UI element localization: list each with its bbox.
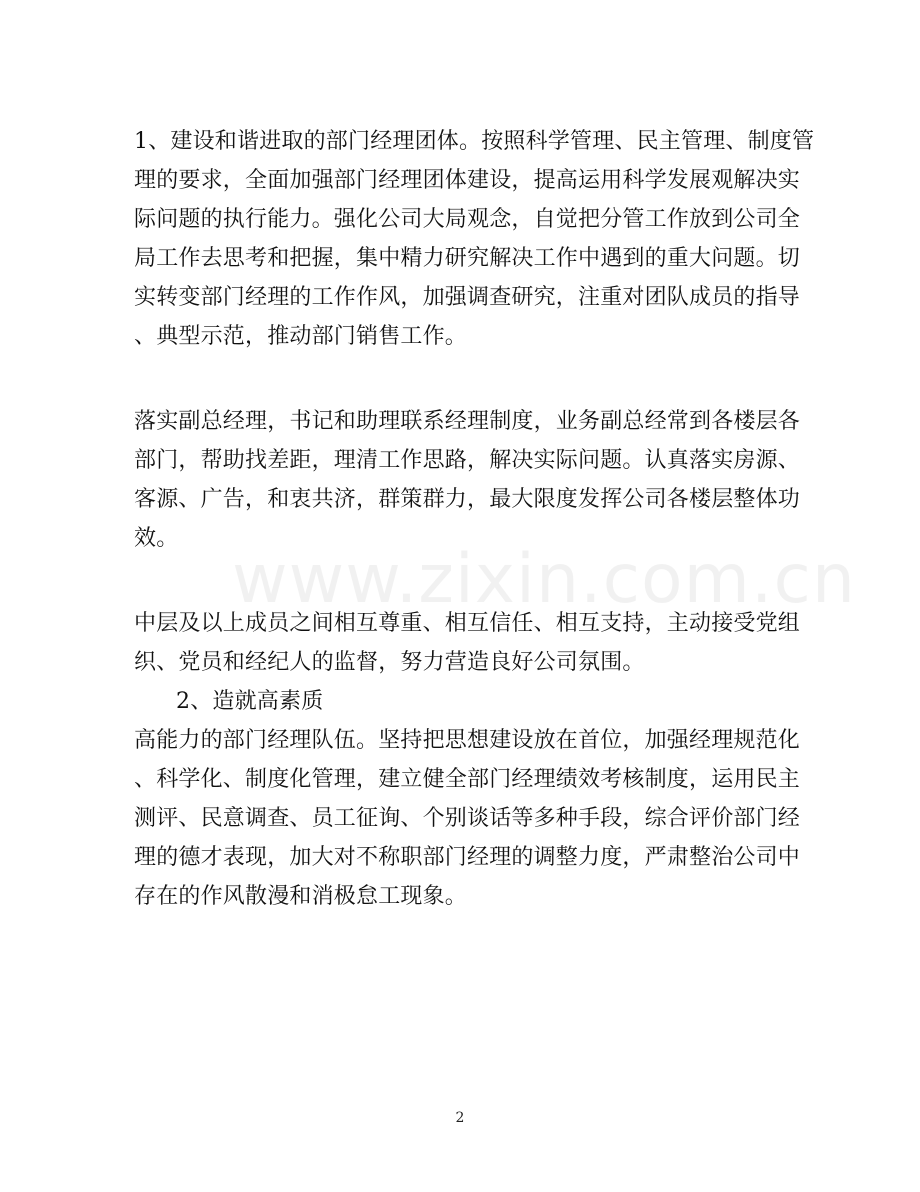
- text-line: 理的要求，全面加强部门经理团体建设，提高运用科学发展观解决实: [134, 168, 801, 193]
- paragraph-gap: [134, 558, 794, 604]
- paragraph-1: [134, 122, 815, 356]
- text-line: 存在的作风散漫和消极怠工现象。: [134, 884, 468, 909]
- text-line: 际问题的执行能力。强化公司大局观念，自觉把分管工作放到公司全: [134, 207, 801, 232]
- text-line: 效。: [134, 526, 179, 551]
- text-line: 1、建设和谐进取的部门经理团体。按照科学管理、民主管理、制度管: [134, 129, 815, 154]
- text-line: 织、党员和经纪人的监督，努力营造良好公司氛围。: [134, 650, 645, 675]
- text-line: 实转变部门经理的工作作风，加强调查研究，注重对团队成员的指导: [134, 285, 801, 310]
- text-line: 中层及以上成员之间相互尊重、相互信任、相互支持，主动接受党组: [134, 611, 801, 636]
- document-body: [134, 122, 815, 916]
- section-heading: 2、造就高素质: [176, 689, 324, 714]
- text-line: 客源、广告，和衷共济，群策群力，最大限度发挥公司各楼层整体功: [134, 487, 801, 512]
- text-line: 测评、民意调查、员工征询、个别谈话等多种手段，综合评价部门经: [134, 806, 801, 831]
- text-line: 、典型示范，推动部门销售工作。: [134, 324, 468, 349]
- text-line: 理的德才表现，加大对不称职部门经理的调整力度，严肃整治公司中: [134, 845, 801, 870]
- text-line: 、科学化、制度化管理，建立健全部门经理绩效考核制度，运用民主: [134, 767, 801, 792]
- text-line: 局工作去思考和把握，集中精力研究解决工作中遇到的重大问题。切: [134, 246, 801, 271]
- watermark: www.zixin.com.cn: [232, 540, 856, 619]
- paragraph-3: [134, 604, 801, 682]
- text-line: 落实副总经理，书记和助理联系经理制度，业务副总经常到各楼层各: [134, 409, 801, 434]
- page-number: 2: [455, 1110, 465, 1126]
- paragraph-gap: [134, 356, 794, 402]
- text-line: 部门，帮助找差距，理清工作思路，解决实际问题。认真落实房源、: [134, 448, 801, 473]
- paragraph-2: [134, 402, 801, 558]
- text-line: 高能力的部门经理队伍。坚持把思想建设放在首位，加强经理规范化: [134, 728, 801, 753]
- paragraph-4: [134, 721, 801, 916]
